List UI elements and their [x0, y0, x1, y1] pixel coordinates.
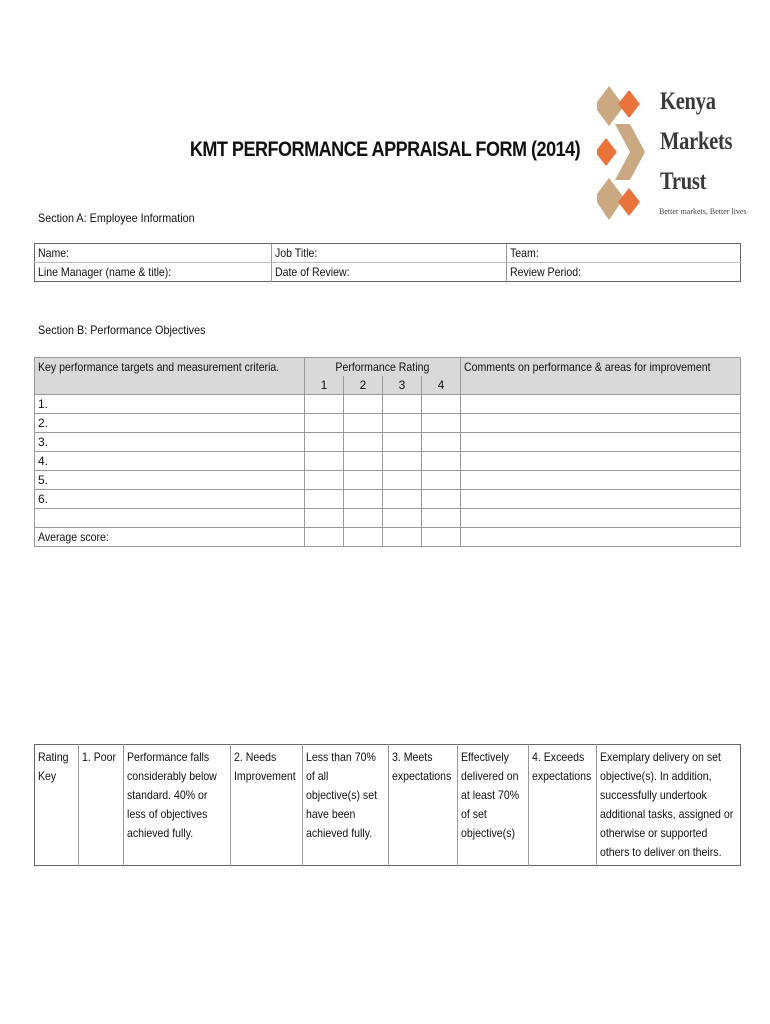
rating-cell[interactable]	[305, 471, 344, 490]
objective-label[interactable]: 1.	[35, 395, 305, 414]
rating-key-row	[35, 745, 741, 866]
objective-label[interactable]: 4.	[35, 452, 305, 471]
objective-label[interactable]	[35, 509, 305, 528]
rating-cell[interactable]	[422, 528, 461, 547]
objective-row	[35, 414, 741, 433]
review-period-field[interactable]: Review Period:	[510, 265, 582, 279]
rating-cell[interactable]	[422, 471, 461, 490]
team-field[interactable]: Team:	[507, 244, 741, 263]
rating-value-4: 4	[422, 376, 461, 395]
rating-cell[interactable]	[383, 490, 422, 509]
name-field[interactable]: Name:	[35, 244, 272, 263]
line-manager-field[interactable]: Line Manager (name & title):	[35, 263, 272, 282]
comment-cell[interactable]	[461, 395, 741, 414]
rating-cell[interactable]	[383, 528, 422, 547]
rating-cell[interactable]	[344, 471, 383, 490]
rating-cell[interactable]	[422, 509, 461, 528]
objective-label[interactable]: 6.	[35, 490, 305, 509]
average-score-row	[35, 528, 741, 547]
rating-value-2: 2	[344, 376, 383, 395]
rating-cell[interactable]	[383, 509, 422, 528]
targets-column-header: Key performance targets and measurement criteria.	[35, 358, 305, 395]
section-a-label: Section A: Employee Information	[38, 211, 195, 225]
rating-value-3: 3	[383, 376, 422, 395]
rating-cell[interactable]	[383, 452, 422, 471]
comment-cell[interactable]	[461, 414, 741, 433]
employee-info-row	[35, 263, 741, 282]
logo-word-kenya: Kenya	[660, 88, 716, 115]
rating-cell[interactable]	[305, 509, 344, 528]
rating-level-desc: Performance falls considerably below standard. 40% or less of objectives achieved fully.	[124, 745, 231, 866]
job-title-field[interactable]: Job Title:	[272, 244, 507, 263]
rating-cell[interactable]	[305, 528, 344, 547]
objective-label[interactable]: 3.	[35, 433, 305, 452]
logo-tagline: Better markets, Better lives	[659, 207, 747, 216]
form-title: KMT PERFORMANCE APPRAISAL FORM (2014)	[189, 138, 581, 161]
comment-cell[interactable]	[461, 452, 741, 471]
rating-cell[interactable]	[305, 395, 344, 414]
rating-cell[interactable]	[305, 433, 344, 452]
objectives-header-row	[35, 358, 741, 377]
objective-label[interactable]: 2.	[35, 414, 305, 433]
rating-cell[interactable]	[344, 509, 383, 528]
rating-cell[interactable]	[383, 414, 422, 433]
comment-cell[interactable]	[461, 528, 741, 547]
rating-cell[interactable]	[344, 452, 383, 471]
rating-cell[interactable]	[422, 490, 461, 509]
rating-cell[interactable]	[383, 395, 422, 414]
rating-level-name: 2. Needs Improvement	[231, 745, 303, 866]
rating-cell[interactable]	[344, 414, 383, 433]
rating-cell[interactable]	[344, 433, 383, 452]
comment-cell[interactable]	[461, 433, 741, 452]
rating-level-name: 4. Exceeds expectations	[529, 745, 597, 866]
rating-cell[interactable]	[344, 395, 383, 414]
rating-cell[interactable]	[344, 528, 383, 547]
rating-cell[interactable]	[305, 452, 344, 471]
rating-level-desc: Less than 70% of all objective(s) set have been achieved fully.	[303, 745, 389, 866]
rating-cell[interactable]	[383, 471, 422, 490]
rating-cell[interactable]	[305, 414, 344, 433]
rating-cell[interactable]	[422, 395, 461, 414]
objective-row	[35, 509, 741, 528]
objective-row	[35, 433, 741, 452]
comments-column-header: Comments on performance & areas for improvement	[461, 358, 741, 395]
comment-cell[interactable]	[461, 471, 741, 490]
date-of-review-field[interactable]: Date of Review:	[272, 263, 507, 282]
rating-cell[interactable]	[422, 414, 461, 433]
objective-row	[35, 490, 741, 509]
logo-word-markets: Markets	[660, 128, 733, 155]
rating-key-label: Rating Key	[35, 745, 79, 866]
rating-level-name: 3. Meets expectations	[389, 745, 458, 866]
average-score-label: Average score:	[35, 528, 305, 547]
rating-cell[interactable]	[344, 490, 383, 509]
logo-word-trust: Trust	[660, 168, 707, 195]
objective-row	[35, 395, 741, 414]
rating-level-desc: Effectively delivered on at least 70% of set objective(s)	[458, 745, 529, 866]
rating-key-table	[34, 744, 741, 866]
objective-row	[35, 452, 741, 471]
employee-info-row	[35, 244, 741, 263]
employee-info-table	[34, 243, 741, 282]
rating-cell[interactable]	[305, 490, 344, 509]
section-b-label: Section B: Performance Objectives	[38, 323, 206, 337]
rating-column-header: Performance Rating	[305, 358, 461, 377]
comment-cell[interactable]	[461, 490, 741, 509]
rating-level-name: 1. Poor	[79, 745, 124, 866]
comment-cell[interactable]	[461, 509, 741, 528]
objective-row	[35, 471, 741, 490]
rating-cell[interactable]	[422, 452, 461, 471]
rating-cell[interactable]	[383, 433, 422, 452]
objective-label[interactable]: 5.	[35, 471, 305, 490]
rating-value-1: 1	[305, 376, 344, 395]
rating-level-desc: Exemplary delivery on set objective(s). In addition, successfully undertook additional tasks, assigned or otherwise or supported others to deliver on theirs.	[600, 750, 734, 859]
rating-cell[interactable]	[422, 433, 461, 452]
objectives-table	[34, 357, 741, 547]
